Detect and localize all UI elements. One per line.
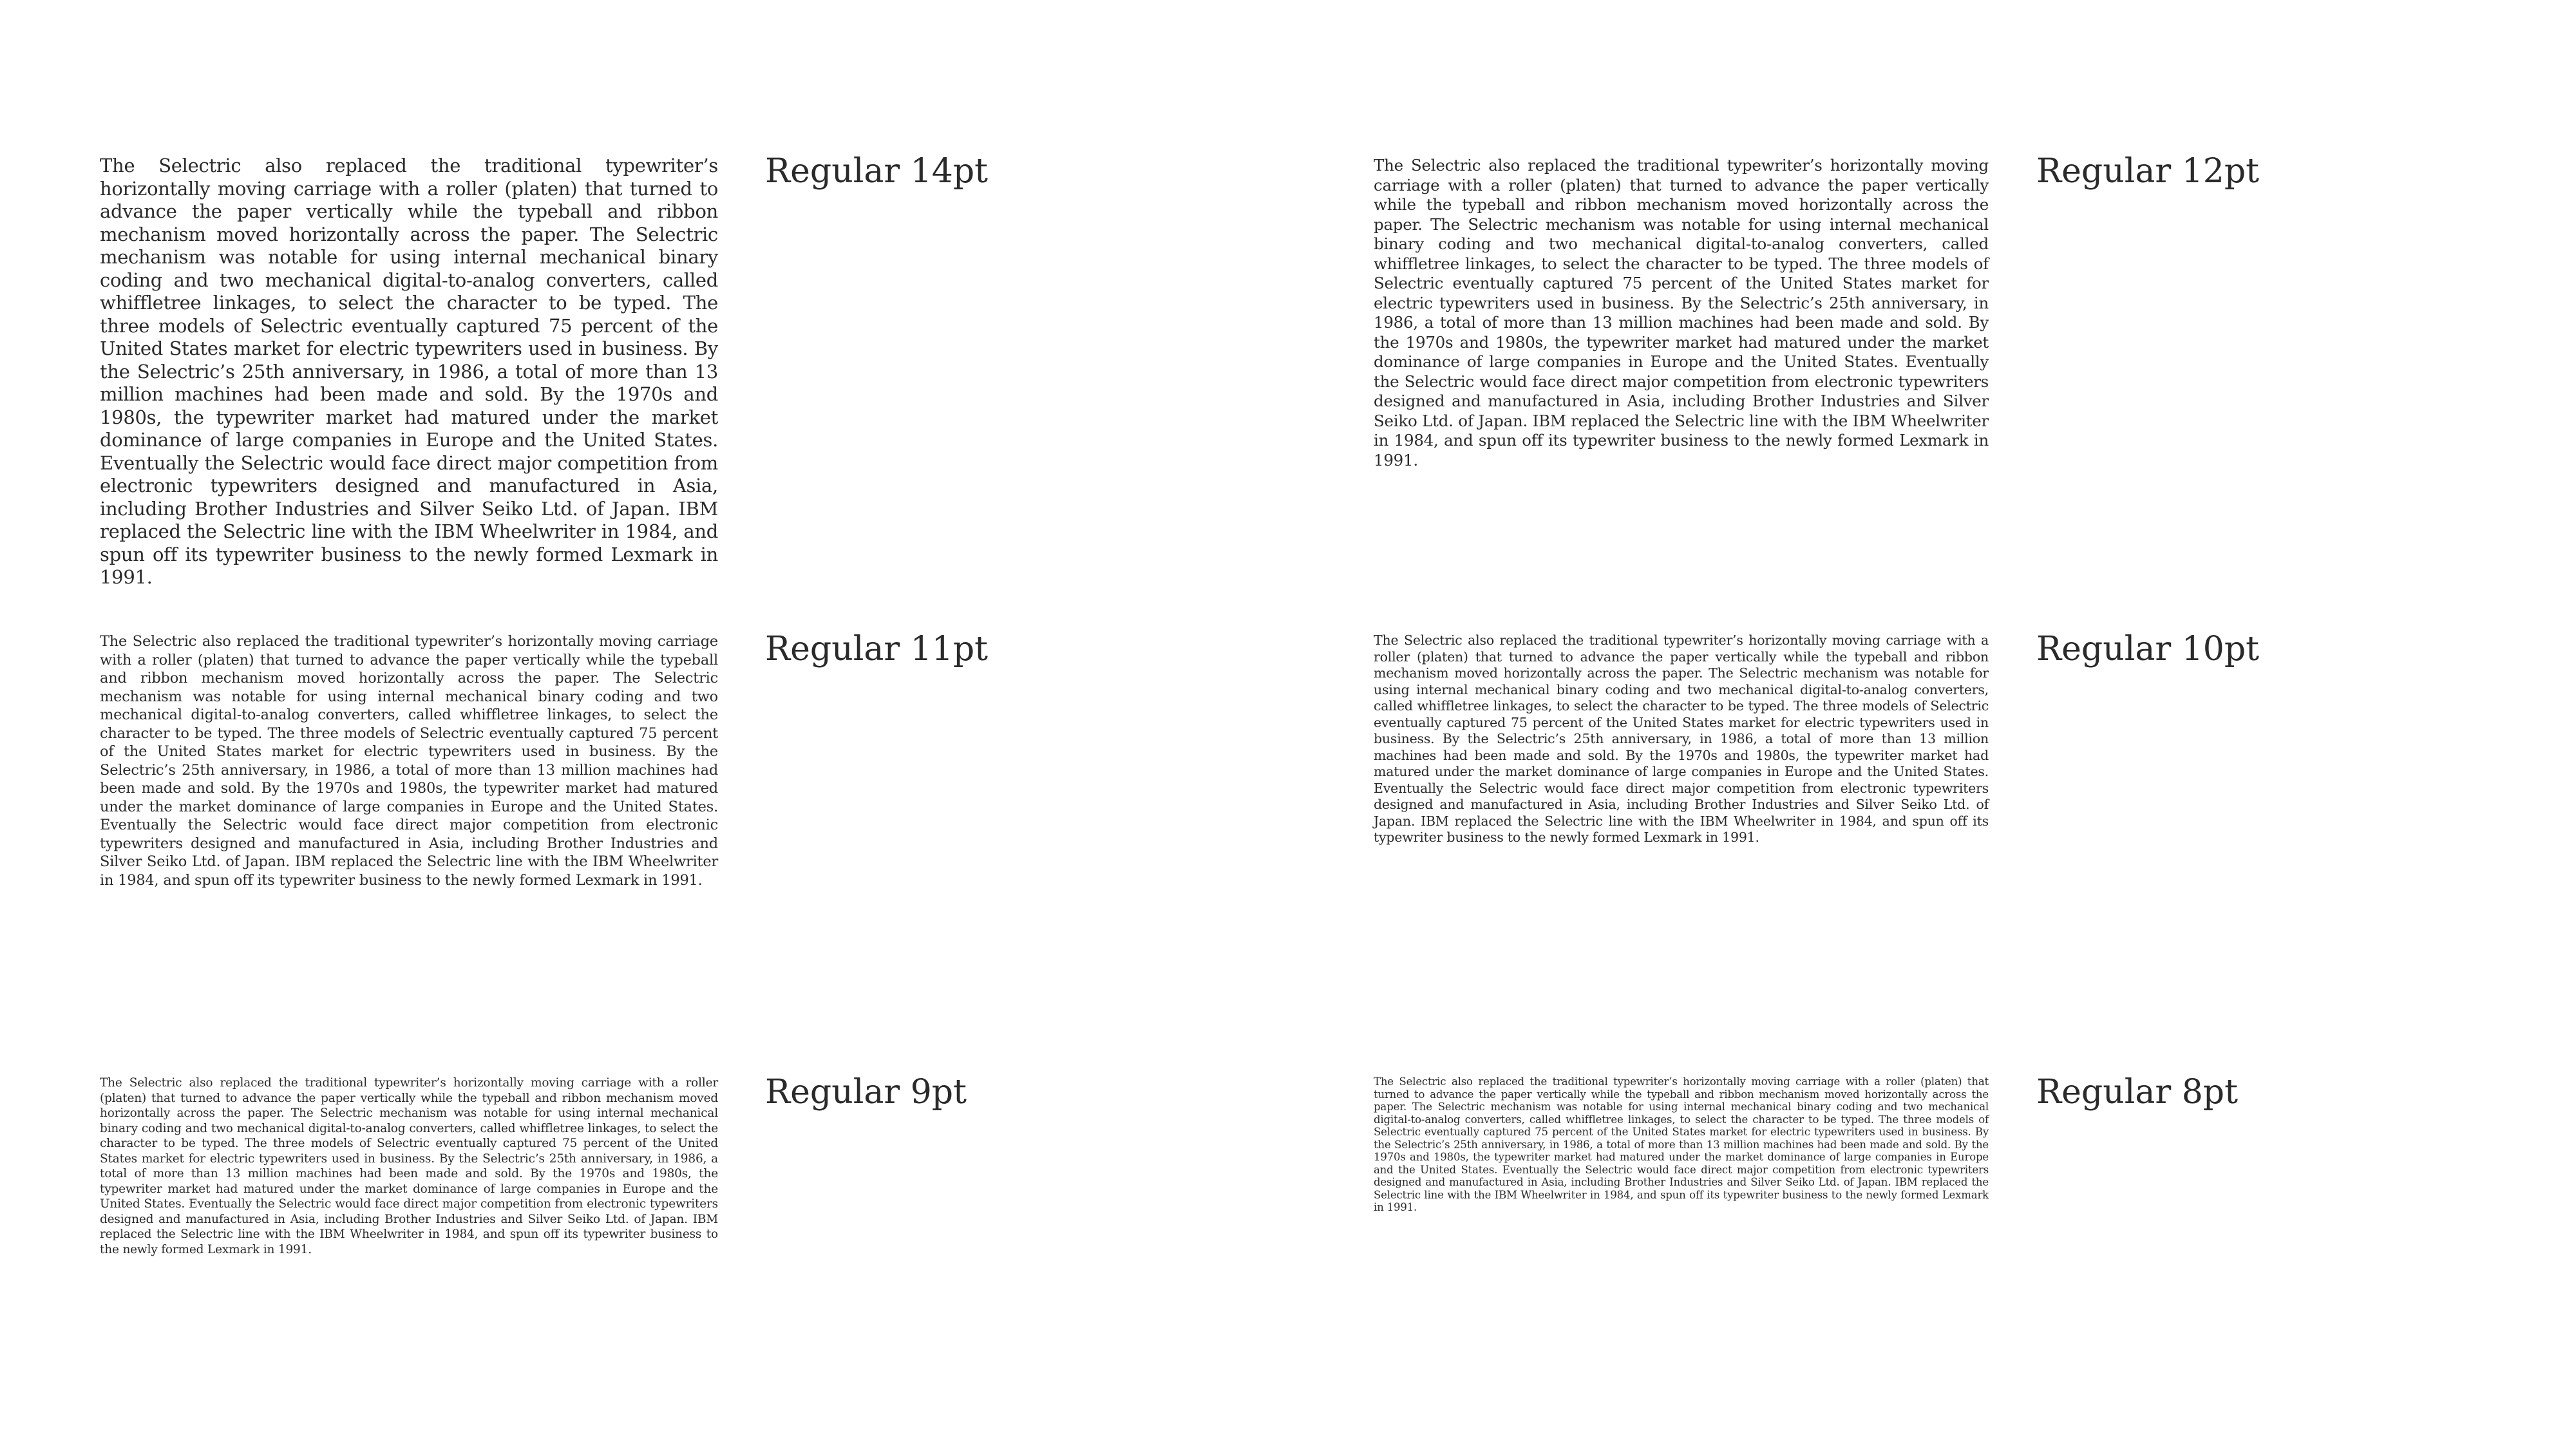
specimen-label-9pt: Regular 9pt xyxy=(765,1073,967,1112)
specimen-text-14pt: The Selectric also replaced the traditional typewriter’s horizontally moving carriage with a roller (platen) that turned to advance the paper vertically while the typeball and ribbon mechanism moved horizontally across the paper. The Selectric mechanism was notable for using internal mechanical binary coding and two mechanical digital-to-analog converters, called whiffletree linkages, to select the character to be typed. The three models of Selectric eventually captured 75 percent of the United States market for electric typewriters used in business. By the Selectric’s 25th anniversary, in 1986, a total of more than 13 million machines had been made and sold. By the 1970s and 1980s, the typewriter market had matured under the market dominance of large companies in Europe and the United States. Eventually the Selectric would face direct major competition from electronic typewriters designed and manufactured in Asia, including Brother Industries and Silver Seiko Ltd. of Japan. IBM replaced the Selectric line with the IBM Wheelwriter in 1984, and spun off its typewriter business to the newly formed Lexmark in 1991. xyxy=(100,155,718,588)
specimen-text-12pt: The Selectric also replaced the traditional typewriter’s horizontally moving carriage with a roller (platen) that turned to advance the paper vertically while the typeball and ribbon mechanism moved horizontally across the paper. The Selectric mechanism was notable for using internal mechanical binary coding and two mechanical digital-to-analog converters, called whiffletree linkages, to select the character to be typed. The three models of Selectric eventually captured 75 percent of the United States market for electric typewriters used in business. By the Selectric’s 25th anniversary, in 1986, a total of more than 13 million machines had been made and sold. By the 1970s and 1980s, the typewriter market had matured under the market dominance of large companies in Europe and the United States. Eventually the Selectric would face direct major competition from electronic typewriters designed and manufactured in Asia, including Brother Industries and Silver Seiko Ltd. of Japan. IBM replaced the Selectric line with the IBM Wheelwriter in 1984, and spun off its typewriter business to the newly formed Lexmark in 1991. xyxy=(1374,156,1989,469)
specimen-text-9pt: The Selectric also replaced the traditional typewriter’s horizontally moving carriage with a roller (platen) that turned to advance the paper vertically while the typeball and ribbon mechanism moved horizontally across the paper. The Selectric mechanism was notable for using internal mechanical binary coding and two mechanical digital-to-analog converters, called whiffletree linkages, to select the character to be typed. The three models of Selectric eventually captured 75 percent of the United States market for electric typewriters used in business. By the Selectric’s 25th anniversary, in 1986, a total of more than 13 million machines had been made and sold. By the 1970s and 1980s, the typewriter market had matured under the market dominance of large companies in Europe and the United States. Eventually the Selectric would face direct major competition from electronic typewriters designed and manufactured in Asia, including Brother Industries and Silver Seiko Ltd. of Japan. IBM replaced the Selectric line with the IBM Wheelwriter in 1984, and spun off its typewriter business to the newly formed Lexmark in 1991. xyxy=(100,1076,718,1256)
specimen-text-8pt: The Selectric also replaced the traditional typewriter’s horizontally moving carriage with a roller (platen) that turned to advance the paper vertically while the typeball and ribbon mechanism moved horizontally across the paper. The Selectric mechanism was notable for using internal mechanical binary coding and two mechanical digital-to-analog converters, called whiffletree linkages, to select the character to be typed. The three models of Selectric eventually captured 75 percent of the United States market for electric typewriters used in business. By the Selectric’s 25th anniversary, in 1986, a total of more than 13 million machines had been made and sold. By the 1970s and 1980s, the typewriter market had matured under the market dominance of large companies in Europe and the United States. Eventually the Selectric would face direct major competition from electronic typewriters designed and manufactured in Asia, including Brother Industries and Silver Seiko Ltd. of Japan. IBM replaced the Selectric line with the IBM Wheelwriter in 1984, and spun off its typewriter business to the newly formed Lexmark in 1991. xyxy=(1374,1075,1989,1213)
specimen-label-8pt: Regular 8pt xyxy=(2036,1073,2238,1112)
specimen-label-10pt: Regular 10pt xyxy=(2036,630,2260,668)
specimen-label-11pt: Regular 11pt xyxy=(765,630,989,668)
specimen-label-14pt: Regular 14pt xyxy=(765,152,989,191)
specimen-label-12pt: Regular 12pt xyxy=(2036,152,2260,191)
specimen-text-11pt: The Selectric also replaced the traditional typewriter’s horizontally moving carriage with a roller (platen) that turned to advance the paper vertically while the typeball and ribbon mechanism moved horizontally across the paper. The Selectric mechanism was notable for using internal mechanical binary coding and two mechanical digital-to-analog converters, called whiffletree linkages, to select the character to be typed. The three models of Selectric eventually captured 75 percent of the United States market for electric typewriters used in business. By the Selectric’s 25th anniversary, in 1986, a total of more than 13 million machines had been made and sold. By the 1970s and 1980s, the typewriter market had matured under the market dominance of large companies in Europe and the United States. Eventually the Selectric would face direct major competition from electronic typewriters designed and manufactured in Asia, including Brother Industries and Silver Seiko Ltd. of Japan. IBM replaced the Selectric line with the IBM Wheelwriter in 1984, and spun off its typewriter business to the newly formed Lexmark in 1991. xyxy=(100,633,718,889)
specimen-text-10pt: The Selectric also replaced the traditional typewriter’s horizontally moving carriage with a roller (platen) that turned to advance the paper vertically while the typeball and ribbon mechanism moved horizontally across the paper. The Selectric mechanism was notable for using internal mechanical binary coding and two mechanical digital-to-analog converters, called whiffletree linkages, to select the character to be typed. The three models of Selectric eventually captured 75 percent of the United States market for electric typewriters used in business. By the Selectric’s 25th anniversary, in 1986, a total of more than 13 million machines had been made and sold. By the 1970s and 1980s, the typewriter market had matured under the market dominance of large companies in Europe and the United States. Eventually the Selectric would face direct major competition from electronic typewriters designed and manufactured in Asia, including Brother Industries and Silver Seiko Ltd. of Japan. IBM replaced the Selectric line with the IBM Wheelwriter in 1984, and spun off its typewriter business to the newly formed Lexmark in 1991. xyxy=(1374,632,1989,845)
